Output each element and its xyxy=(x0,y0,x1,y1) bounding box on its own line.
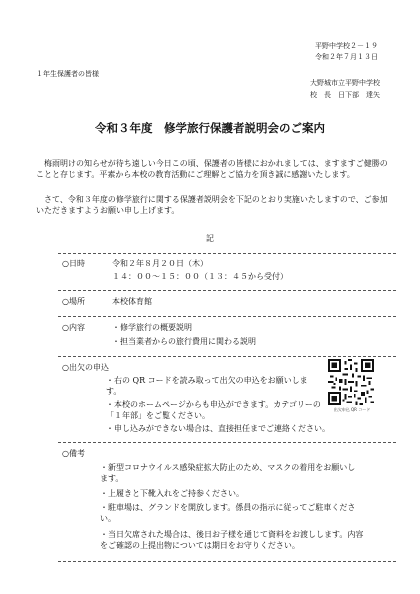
divider xyxy=(58,442,396,443)
content-item: ・修学旅行の概要説明 xyxy=(112,323,192,332)
intro-paragraph-2: さて、令和３年度の修学旅行に関する保護者説明会を下記のとおり実施いたしますので、ご参加いただきますようお願い申し上げます。 xyxy=(36,195,388,215)
divider xyxy=(58,561,396,562)
datetime-date: 令和２年８月２０日（木） xyxy=(112,259,208,268)
divider xyxy=(58,316,396,317)
notes-item: ・新型コロナウイルス感染症拡大防止のため、マスクの着用をお願いします。 xyxy=(100,463,356,483)
divider xyxy=(58,356,396,357)
application-label: ○出欠の申込 xyxy=(62,363,109,372)
content-item: ・担当業者からの旅行費用に関わる説明 xyxy=(112,337,256,346)
notes-item: ・上履きと下靴入れをご持参ください。 xyxy=(100,489,244,498)
divider xyxy=(58,253,396,254)
document-date: 令和２年７月１３日 xyxy=(315,53,378,61)
datetime-label: ○日時 xyxy=(62,259,85,268)
ki-heading: 記 xyxy=(206,234,214,243)
recipient: １年生保護者の皆様 xyxy=(36,70,99,78)
application-item: ・申し込みができない場合は、直接担任までご連絡ください。 xyxy=(106,424,330,433)
qr-code-image[interactable] xyxy=(328,359,374,405)
sender-principal: 校 長 日下部 達矢 xyxy=(310,91,380,99)
intro-paragraph-1: 梅雨明けの知らせが待ち遠しい今日この頃、保護者の皆様におかれましては、ますますご健勝のことと存じます。平素から本校の教育活動にご理解とご協力を頂き誠に感謝いたします。 xyxy=(36,159,388,179)
notes-label: ○備考 xyxy=(62,449,85,458)
datetime-time: １４：００～１５：００（１３：４５から受付） xyxy=(112,272,288,281)
divider xyxy=(58,290,396,291)
place-value: 本校体育館 xyxy=(112,297,152,306)
qr-caption: 出欠申込 QR コード xyxy=(333,407,371,412)
application-item: ・右の QR コードを読み取って出欠の申込をお願いします。 xyxy=(106,376,308,396)
notes-item: ・当日欠席された場合は、後日お子様を通じて資料をお渡しします。内容をご確認の上提出物については期日をお守りください。 xyxy=(100,530,364,550)
place-label: ○場所 xyxy=(62,297,85,306)
document-number: 平野中学校２－１９ xyxy=(315,42,378,50)
page-title: 令和３年度 修学旅行保護者説明会のご案内 xyxy=(95,121,325,135)
notes-item: ・駐車場は、グランドを開放します。係員の指示に従ってご駐車ください。 xyxy=(100,503,356,523)
sender-school: 大野城市立平野中学校 xyxy=(310,79,380,87)
application-item: ・本校のホームページからも申込ができます。カテゴリーの「１年部」をご覧ください。 xyxy=(106,400,321,420)
content-label: ○内容 xyxy=(62,323,85,332)
